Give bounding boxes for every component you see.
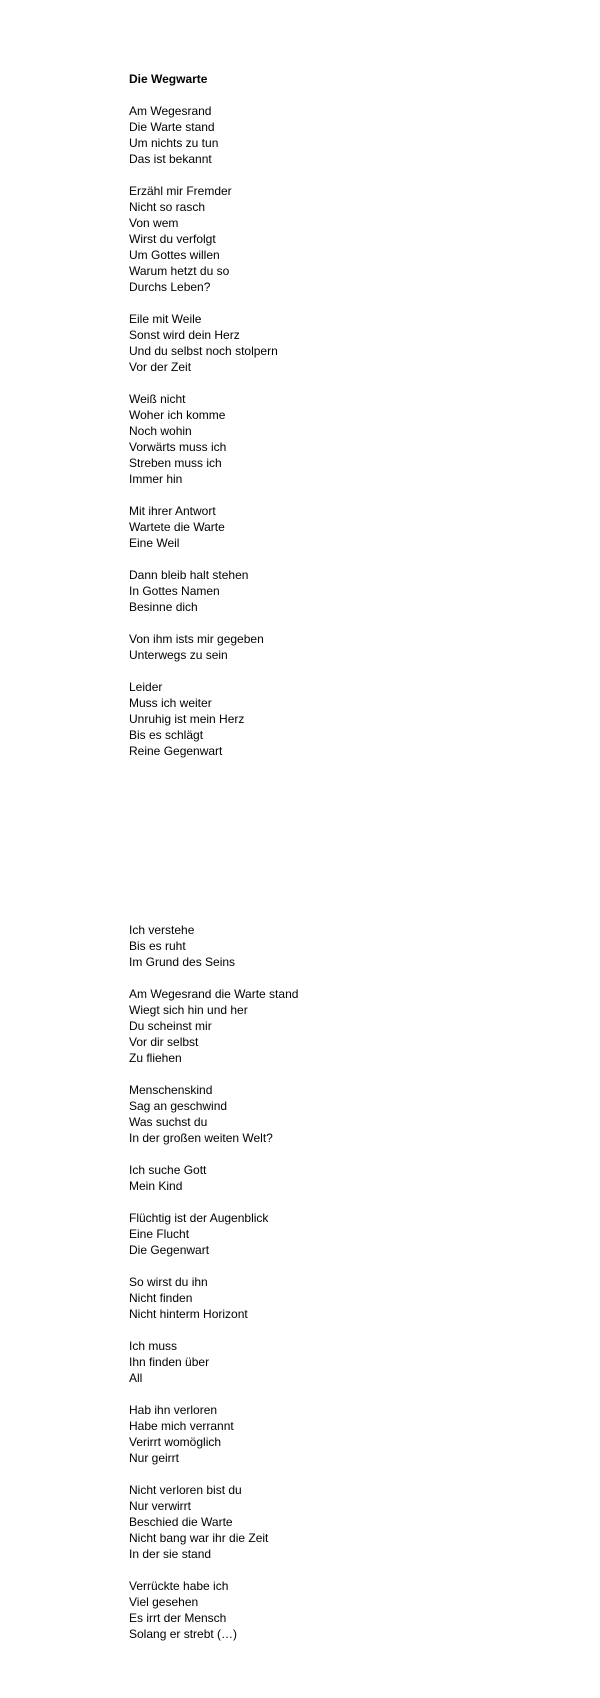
- poem-line: Bis es ruht: [129, 939, 186, 953]
- poem-line: Die Warte stand: [129, 120, 215, 134]
- poem-line: Am Wegesrand: [129, 104, 212, 118]
- stanza: [129, 1578, 298, 1642]
- poem-line: Menschenskind: [129, 1083, 213, 1097]
- poem-line: Eile mit Weile: [129, 312, 202, 326]
- poem-line: Bis es schlägt: [129, 728, 204, 742]
- stanza: [129, 103, 278, 167]
- poem-line: Eine Flucht: [129, 1227, 190, 1241]
- stanza: [129, 183, 278, 295]
- poem-line: Nicht hinterm Horizont: [129, 1307, 248, 1321]
- poem-line: All: [129, 1371, 143, 1385]
- stanza: [129, 503, 278, 551]
- poem-line: Ihn finden über: [129, 1355, 210, 1369]
- poem-line: Sonst wird dein Herz: [129, 328, 240, 342]
- poem-line: In der sie stand: [129, 1547, 212, 1561]
- poem-line: Um Gottes willen: [129, 248, 220, 262]
- poem-line: Noch wohin: [129, 424, 192, 438]
- poem-line: Ich muss: [129, 1339, 178, 1353]
- poem-line: Streben muss ich: [129, 456, 222, 470]
- poem-block-page-1: [129, 71, 278, 759]
- poem-line: In der großen weiten Welt?: [129, 1131, 273, 1145]
- stanza: [129, 1482, 298, 1562]
- poem-line: In Gottes Namen: [129, 584, 220, 598]
- poem-line: Was suchst du: [129, 1115, 208, 1129]
- poem-line: Es irrt der Mensch: [129, 1611, 227, 1625]
- poem-line: Verirrt womöglich: [129, 1435, 222, 1449]
- poem-line: Unterwegs zu sein: [129, 648, 228, 662]
- poem-line: Vor der Zeit: [129, 360, 192, 374]
- poem-line: Am Wegesrand die Warte stand: [129, 987, 299, 1001]
- poem-line: Durchs Leben?: [129, 280, 211, 294]
- poem-line: Ich suche Gott: [129, 1163, 207, 1177]
- poem-line: Ich verstehe: [129, 923, 195, 937]
- poem-block-page-2: [129, 922, 298, 1642]
- poem-line: Das ist bekannt: [129, 152, 212, 166]
- poem-line: Im Grund des Seins: [129, 955, 236, 969]
- poem-line: Wirst du verfolgt: [129, 232, 216, 246]
- stanza: [129, 1162, 298, 1194]
- poem-line: Verrückte habe ich: [129, 1579, 229, 1593]
- poem-line: Sag an geschwind: [129, 1099, 228, 1113]
- poem-line: Wiegt sich hin und her: [129, 1003, 248, 1017]
- poem-line: Mein Kind: [129, 1179, 183, 1193]
- poem-title: Die Wegwarte: [129, 72, 208, 86]
- poem-line: Eine Weil: [129, 536, 180, 550]
- poem-line: Nicht finden: [129, 1291, 193, 1305]
- poem-line: Immer hin: [129, 472, 183, 486]
- poem-line: Solang er strebt (…): [129, 1627, 238, 1641]
- poem-line: Mit ihrer Antwort: [129, 504, 216, 518]
- poem-line: Reine Gegenwart: [129, 744, 223, 758]
- stanza: [129, 986, 298, 1066]
- poem-line: Nicht bang war ihr die Zeit: [129, 1531, 269, 1545]
- poem-line: Um nichts zu tun: [129, 136, 219, 150]
- stanza: [129, 1274, 298, 1322]
- stanza: [129, 679, 278, 759]
- poem-line: Du scheinst mir: [129, 1019, 212, 1033]
- poem-line: Vorwärts muss ich: [129, 440, 227, 454]
- poem-line: Beschied die Warte: [129, 1515, 233, 1529]
- poem-line: Von wem: [129, 216, 179, 230]
- poem-line: Zu fliehen: [129, 1051, 182, 1065]
- poem-line: Leider: [129, 680, 163, 694]
- poem-line: Von ihm ists mir gegeben: [129, 632, 264, 646]
- poem-line: Habe mich verrannt: [129, 1419, 234, 1433]
- poem-line: Woher ich komme: [129, 408, 226, 422]
- stanza: [129, 391, 278, 487]
- stanza-list-page-2: [129, 922, 298, 1642]
- poem-line: Muss ich weiter: [129, 696, 212, 710]
- poem-line: Dann bleib halt stehen: [129, 568, 249, 582]
- poem-line: Nicht so rasch: [129, 200, 206, 214]
- stanza: [129, 922, 298, 970]
- stanza: [129, 1338, 298, 1386]
- poem-line: Und du selbst noch stolpern: [129, 344, 278, 358]
- poem-line: Die Gegenwart: [129, 1243, 210, 1257]
- poem-line: Warum hetzt du so: [129, 264, 230, 278]
- stanza: [129, 1402, 298, 1466]
- poem-line: Besinne dich: [129, 600, 198, 614]
- poem-line: Flüchtig ist der Augenblick: [129, 1211, 269, 1225]
- stanza: [129, 1082, 298, 1146]
- poem-line: Nur verwirrt: [129, 1499, 191, 1513]
- stanza: [129, 567, 278, 615]
- poem-line: Weiß nicht: [129, 392, 186, 406]
- poem-line: Nur geirrt: [129, 1451, 180, 1465]
- poem-line: Wartete die Warte: [129, 520, 225, 534]
- stanza: [129, 631, 278, 663]
- stanza: [129, 1210, 298, 1258]
- poem-line: Hab ihn verloren: [129, 1403, 218, 1417]
- poem-line: Nicht verloren bist du: [129, 1483, 242, 1497]
- poem-line: Viel gesehen: [129, 1595, 199, 1609]
- poem-line: So wirst du ihn: [129, 1275, 208, 1289]
- poem-line: Erzähl mir Fremder: [129, 184, 232, 198]
- stanza: [129, 311, 278, 375]
- stanza-list-page-1: [129, 103, 278, 759]
- poem-line: Unruhig ist mein Herz: [129, 712, 245, 726]
- poem-line: Vor dir selbst: [129, 1035, 199, 1049]
- document-page-2: [0, 850, 600, 1698]
